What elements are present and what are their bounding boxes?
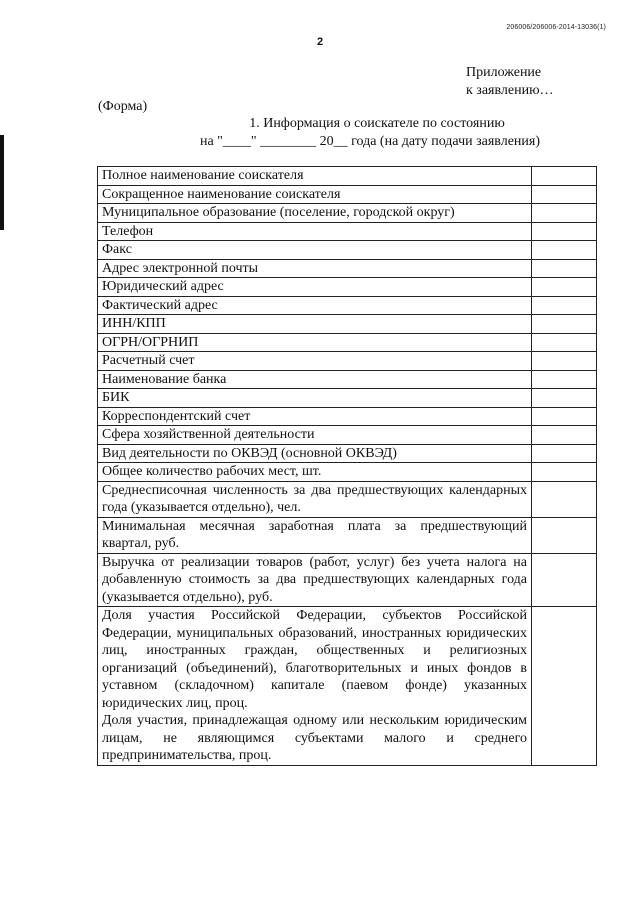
row-label: Муниципальное образование (поселение, городской округ) (98, 204, 532, 223)
non-sme-share-text: Доля участия, принадлежащая одному или нескольким юридическим лицам, не являющимся субъектами малого и среднего предпринимательства, проц. (102, 713, 527, 763)
row-label: Юридический адрес (98, 278, 532, 297)
scan-edge-mark (0, 135, 4, 230)
appendix-line-1: Приложение (466, 65, 542, 80)
row-value-cell[interactable] (532, 370, 597, 389)
applicant-info-table (97, 166, 597, 766)
table-row (98, 241, 597, 260)
table-row (98, 352, 597, 371)
table-row (98, 204, 597, 223)
table-row (98, 370, 597, 389)
row-label: ОГРН/ОГРНИП (98, 333, 532, 352)
row-value-cell[interactable] (532, 333, 597, 352)
row-value-cell[interactable] (532, 241, 597, 260)
table-row (98, 444, 597, 463)
appendix-note (466, 64, 554, 100)
row-label: Наименование банка (98, 370, 532, 389)
row-label: Общее количество рабочих мест, шт. (98, 463, 532, 482)
row-label: ИНН/КПП (98, 315, 532, 334)
table-row (98, 463, 597, 482)
row-value-cell[interactable] (532, 222, 597, 241)
row-label: Адрес электронной почты (98, 259, 532, 278)
table-row (98, 333, 597, 352)
row-value-cell[interactable] (532, 553, 597, 607)
ownership-share-text: Доля участия Российской Федерации, субъектов Российской Федерации, муниципальных образований, иностранных юридических лиц, иностранных граждан, общественных и религиозных организаций (объединений), благотворительных и иных фондов в уставном (складочном) капитале (паевом фонде) указанных юридических лиц, проц. (102, 608, 527, 711)
table-row (98, 389, 597, 408)
row-value-cell[interactable] (532, 444, 597, 463)
document-stamp: 206006/206006-2014-13036(1) (506, 24, 606, 31)
row-value-cell[interactable] (532, 259, 597, 278)
row-label: Фактический адрес (98, 296, 532, 315)
table-row (98, 553, 597, 607)
row-label: Корреспондентский счет (98, 407, 532, 426)
row-value-cell[interactable] (532, 278, 597, 297)
row-label: Среднесписочная численность за два предшествующих календарных года (указывается отдельно), чел. (98, 481, 532, 517)
table-row (98, 296, 597, 315)
table-row (98, 517, 597, 553)
table-row (98, 315, 597, 334)
row-value-cell[interactable] (532, 315, 597, 334)
row-value-cell[interactable] (532, 352, 597, 371)
row-label: Выручка от реализации товаров (работ, услуг) без учета налога на добавленную стоимость за два предшествующих календарных года (указывается отдельно), руб. (98, 553, 532, 607)
appendix-line-2: к заявлению… (466, 83, 554, 98)
row-value-cell[interactable] (532, 426, 597, 445)
row-label: Вид деятельности по ОКВЭД (основной ОКВЭД) (98, 444, 532, 463)
row-value-cell[interactable] (532, 463, 597, 482)
table-row (98, 259, 597, 278)
table-row (98, 481, 597, 517)
row-value-cell[interactable] (532, 185, 597, 204)
table-row (98, 222, 597, 241)
heading-line-2: на "____" ________ 20__ года (на дату подачи заявления) (199, 134, 541, 149)
table-row (98, 426, 597, 445)
row-value-cell[interactable] (532, 517, 597, 553)
row-value-cell[interactable] (532, 296, 597, 315)
row-value-cell[interactable] (532, 389, 597, 408)
row-label: Сокращенное наименование соискателя (98, 185, 532, 204)
row-label: Расчетный счет (98, 352, 532, 371)
table-row (98, 407, 597, 426)
row-value-cell[interactable] (532, 407, 597, 426)
row-value-cell[interactable] (532, 607, 597, 766)
page-number: 2 (316, 36, 324, 48)
row-value-cell[interactable] (532, 204, 597, 223)
row-label: Телефон (98, 222, 532, 241)
table-row (98, 607, 597, 766)
form-label: (Форма) (98, 99, 148, 114)
table-row (98, 167, 597, 186)
row-value-cell[interactable] (532, 481, 597, 517)
table-row (98, 278, 597, 297)
row-label: Полное наименование соискателя (98, 167, 532, 186)
heading-line-1: 1. Информация о соискателе по состоянию (249, 116, 505, 131)
row-label: Сфера хозяйственной деятельности (98, 426, 532, 445)
section-heading (0, 115, 640, 151)
row-label: БИК (98, 389, 532, 408)
row-label: Факс (98, 241, 532, 260)
row-label (98, 607, 532, 766)
row-label: Минимальная месячная заработная плата за предшествующий квартал, руб. (98, 517, 532, 553)
row-value-cell[interactable] (532, 167, 597, 186)
table-row (98, 185, 597, 204)
